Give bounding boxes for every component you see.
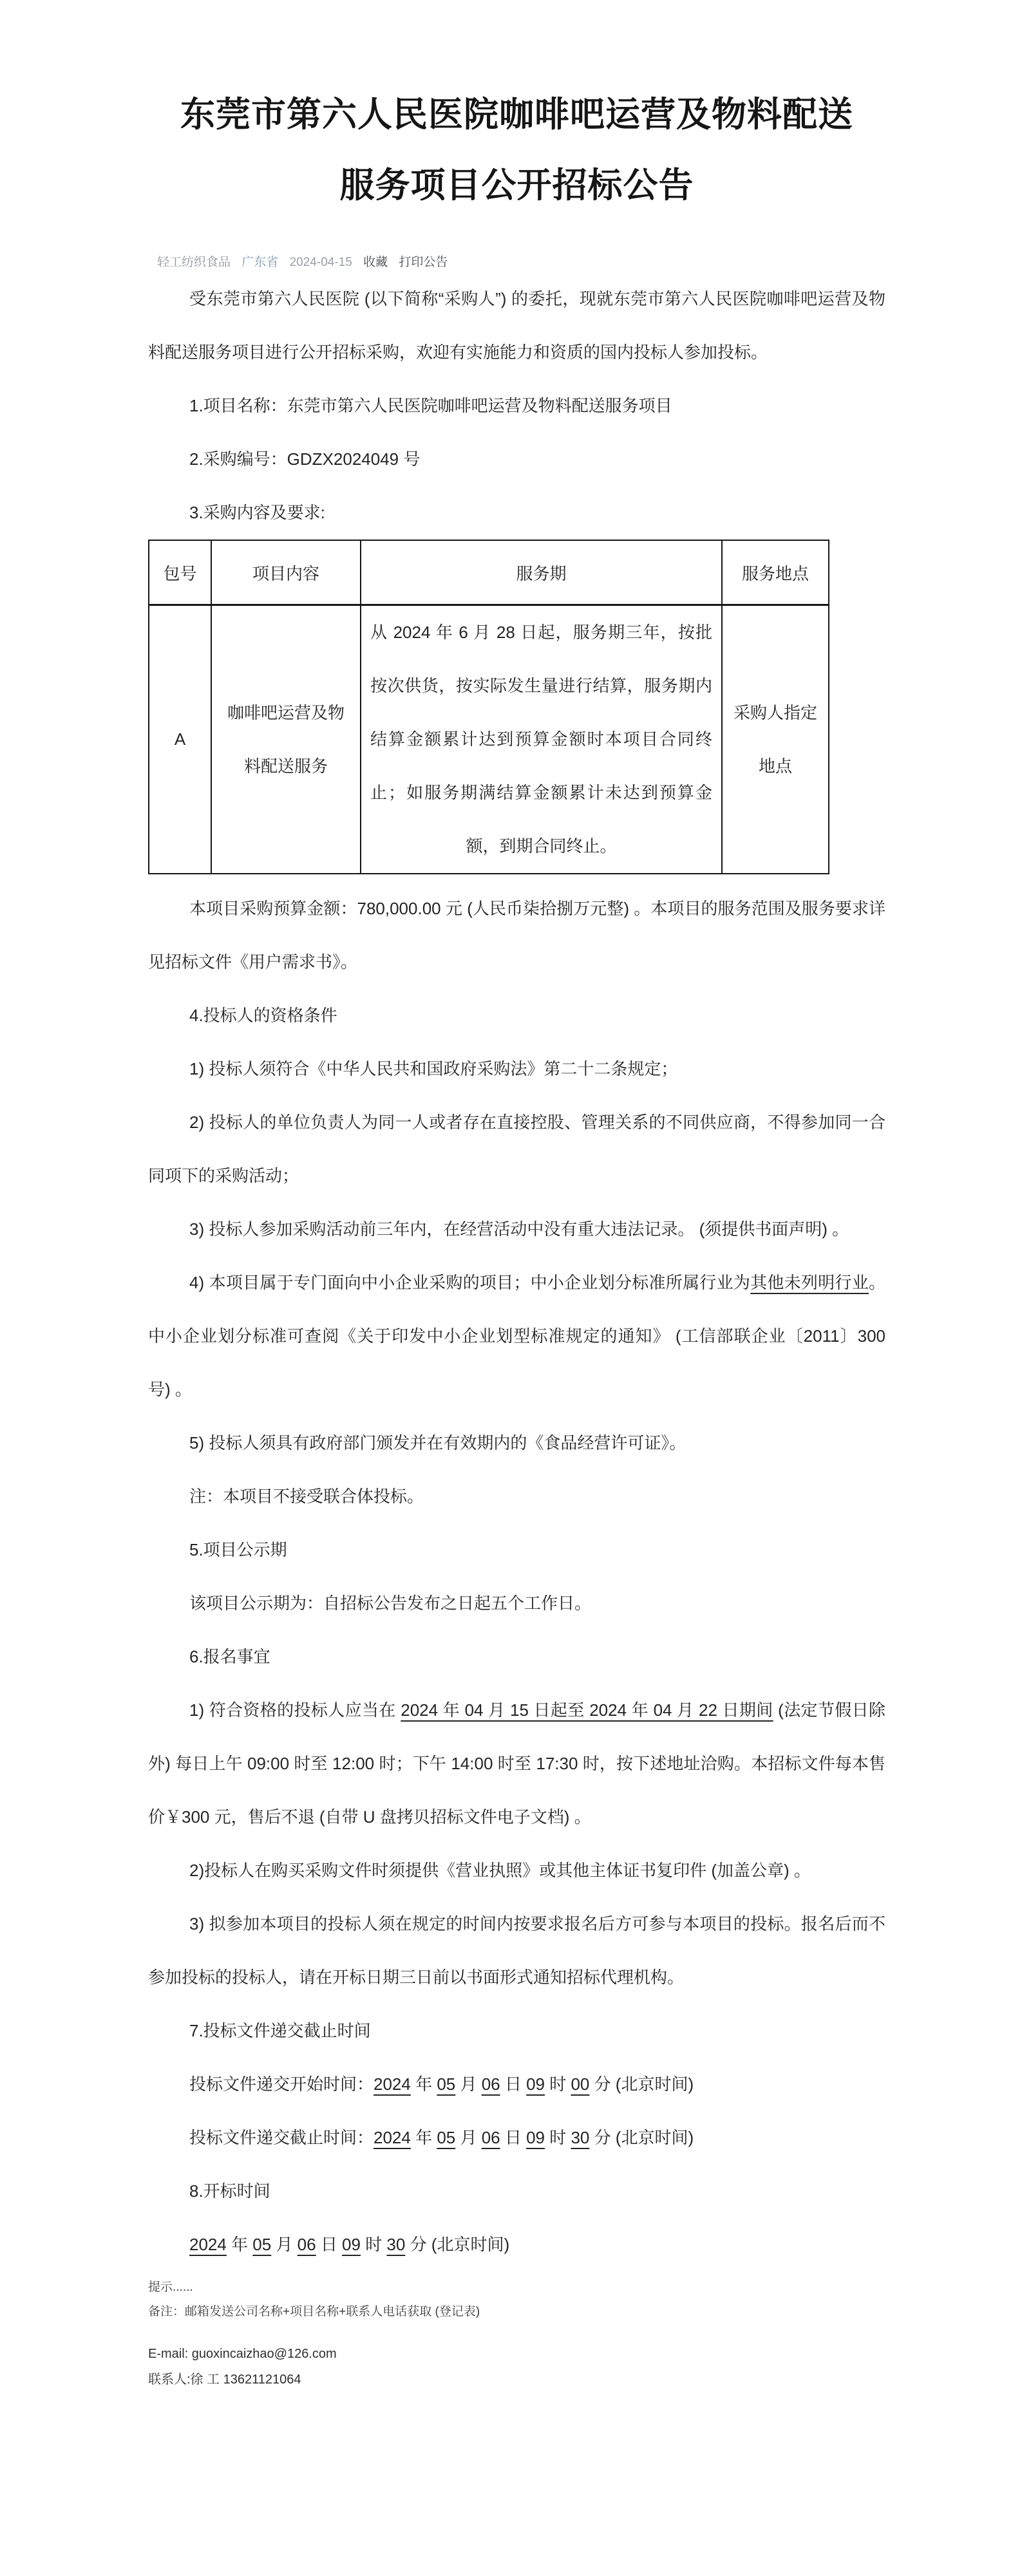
- footer-block: [148, 2275, 885, 2393]
- paragraph-registration-3: 3) 拟参加本项目的投标人须在规定的时间内按要求报名后方可参与本项目的投标。报名后而不参加投标的投标人，请在开标日期三日前以书面形式通知招标代理机构。: [148, 1914, 885, 1987]
- paragraph-submission-deadline-time: 投标文件递交截止时间：2024 年 05 月 06 日 09 时 30 分 (北京时间): [189, 2128, 694, 2147]
- paragraph-qualification-2: 2) 投标人的单位负责人为同一人或者存在直接控股、管理关系的不同供应商，不得参加同一合同项下的采购活动；: [148, 1113, 885, 1185]
- cell-service-location: 采购人指定地点: [722, 605, 829, 874]
- procurement-table: [148, 540, 829, 874]
- table-header-package: 包号: [149, 540, 211, 605]
- table-header-location: 服务地点: [722, 540, 829, 605]
- heading-submission-deadline: 7.投标文件递交截止时间: [189, 2021, 371, 2040]
- footer-remark: 备注：邮箱发送公司名称+项目名称+联系人电话获取 (登记表): [148, 2305, 480, 2318]
- cell-service-period: 从 2024 年 6 月 28 日起，服务期三年，按批按次供货，按实际发生量进行结算，服务期内结算金额累计达到预算金额时本项目合同终止；如服务期满结算金额累计未达到预算金额，到期合同终止。: [361, 605, 722, 874]
- paragraph-registration-1: 1) 符合资格的投标人应当在 2024 年 04 月 15 日起至 2024 年 04 月 22 日期间 (法定节假日除外) 每日上午 09:00 时至 12:00 时；下午 14:00 时至 17:30 时，按下述地址洽购。本招标文件每本售价￥300 元，售后不退 (自带 U 盘拷贝招标文件电子文档) 。: [148, 1700, 885, 1827]
- footer-email: E-mail: guoxincaizhao@126.com: [148, 2347, 337, 2361]
- announcement-document: [148, 0, 885, 2393]
- paragraph-publicity-period: 该项目公示期为：自招标公告发布之日起五个工作日。: [189, 1594, 592, 1613]
- paragraph-submission-start-time: 投标文件递交开始时间：2024 年 05 月 06 日 09 时 00 分 (北京时间): [189, 2074, 694, 2094]
- table-header-content: 项目内容: [211, 540, 361, 605]
- paragraph-project-name: 1.项目名称：东莞市第六人民医院咖啡吧运营及物料配送服务项目: [189, 396, 672, 415]
- paragraph-bid-opening-time: 2024 年 05 月 06 日 09 时 30 分 (北京时间): [189, 2235, 510, 2254]
- meta-bar: [148, 253, 885, 272]
- heading-qualification: 4.投标人的资格条件: [189, 1006, 337, 1025]
- table-header-period: 服务期: [361, 540, 722, 605]
- paragraph-procurement-number: 2.采购编号：GDZX2024049 号: [189, 449, 421, 469]
- cell-package: A: [149, 605, 211, 874]
- page-title-line2: 服务项目公开招标公告: [339, 166, 694, 205]
- province-tag[interactable]: 广东省: [241, 256, 279, 269]
- page-title-line1: 东莞市第六人民医院咖啡吧运营及物料配送: [180, 95, 853, 134]
- paragraph-intro: 受东莞市第六人民医院 (以下简称“采购人”) 的委托，现就东莞市第六人民医院咖啡吧运营及物料配送服务项目进行公开招标采购，欢迎有实施能力和资质的国内投标人参加投标。: [148, 289, 885, 362]
- heading-registration: 6.报名事宜: [189, 1647, 270, 1666]
- paragraph-qualification-3: 3) 投标人参加采购活动前三年内，在经营活动中没有重大违法记录。 (须提供书面声明) 。: [189, 1219, 849, 1239]
- table-header-row: [149, 540, 829, 605]
- paragraph-qualification-4: 4) 本项目属于专门面向中小企业采购的项目；中小企业划分标准所属行业为其他未列明行业。中小企业划分标准可查阅《关于印发中小企业划型标准规定的通知》 (工信部联企业〔2011〕300 号) 。: [148, 1273, 885, 1399]
- paragraph-no-consortium-note: 注：本项目不接受联合体投标。: [189, 1487, 424, 1506]
- heading-bid-opening-time: 8.开标时间: [189, 2181, 270, 2201]
- favorite-link[interactable]: 收藏: [363, 256, 388, 269]
- paragraph-budget: 本项目采购预算金额：780,000.00 元 (人民币柒拾捌万元整) 。本项目的服务范围及服务要求详见招标文件《用户需求书》。: [148, 899, 885, 972]
- paragraph-qualification-5: 5) 投标人须具有政府部门颁发并在有效期内的《食品经营许可证》。: [189, 1433, 686, 1453]
- cell-project-content: 咖啡吧运营及物料配送服务: [211, 605, 361, 874]
- footer-hint: 提示......: [148, 2280, 193, 2294]
- heading-procurement-content: 3.采购内容及要求:: [189, 503, 325, 522]
- paragraph-qualification-1: 1) 投标人须符合《中华人民共和国政府采购法》第二十二条规定；: [189, 1059, 678, 1078]
- heading-publicity-period: 5.项目公示期: [189, 1540, 287, 1559]
- print-announcement-link[interactable]: 打印公告: [399, 256, 448, 269]
- paragraph-registration-2: 2)投标人在购买采购文件时须提供《营业执照》或其他主体证书复印件 (加盖公章) 。: [189, 1861, 811, 1880]
- page-title: [148, 79, 885, 221]
- table-row: [149, 605, 829, 874]
- publish-date: 2024-04-15: [289, 256, 352, 269]
- category-tag[interactable]: 轻工纺织食品: [157, 256, 231, 269]
- footer-contact-group: [148, 2341, 885, 2393]
- footer-contact: 联系人:徐 工 13621121064: [148, 2373, 301, 2387]
